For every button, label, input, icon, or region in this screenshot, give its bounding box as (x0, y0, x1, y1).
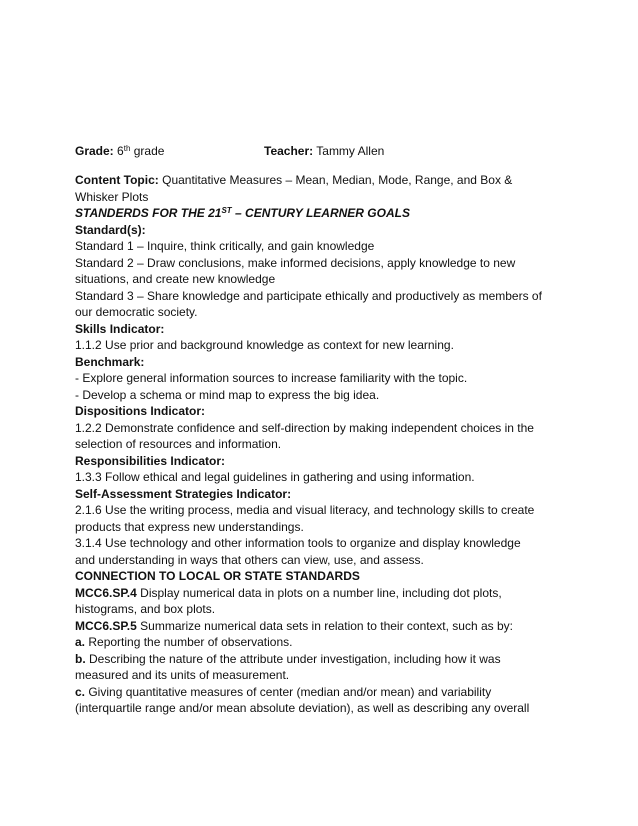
item-a (75, 634, 575, 651)
self-assessment-text-3: 3.1.4 Use technology and other information tools to organize and display knowledge (75, 536, 521, 550)
item-c-line-1 (75, 684, 575, 701)
dispositions-text-1: 1.2.2 Demonstrate confidence and self-direction by making independent choices in the (75, 420, 534, 435)
grade-sup: th (123, 144, 131, 153)
lesson-plan-content (75, 143, 575, 717)
standard-1: Standard 1 – Inquire, think critically, and gain knowledge (75, 239, 375, 253)
grade-label: Grade: (75, 144, 114, 158)
skills-indicator-text: 1.1.2 Use prior and background knowledge as context for new learning. (75, 338, 454, 352)
standards-heading-suffix: – CENTURY LEARNER GOALS (235, 206, 410, 220)
sp5-line-1 (75, 618, 575, 635)
sp4-line-2: histograms, and box plots. (75, 602, 216, 616)
self-assessment-text-4: and understanding in ways that others can view, use, and assess. (75, 552, 424, 567)
item-c-line-2: (interquartile range and/or mean absolute deviation), as well as describing any overall (75, 701, 530, 715)
teacher-field (264, 143, 384, 160)
standards-label: Standard(s): (75, 222, 146, 237)
item-a-text: Reporting the number of observations. (85, 635, 293, 649)
item-b-line-2: measured and its units of measurement. (75, 668, 290, 682)
standard-3-line-1: Standard 3 – Share knowledge and participate ethically and productively as members of (75, 288, 542, 303)
sp4-code: MCC6.SP.4 (75, 585, 137, 600)
benchmark-item-2: - Develop a schema or mind map to express the big idea. (75, 387, 380, 402)
standards-heading-sup: ST (221, 206, 232, 215)
item-c-code: c. (75, 684, 86, 699)
content-topic-text: Quantitative Measures – Mean, Median, Mode, Range, and Box & (162, 173, 513, 187)
sp4-line-1 (75, 585, 575, 602)
self-assessment-text-2: products that express new understandings. (75, 519, 304, 534)
dispositions-text-2: selection of resources and information. (75, 437, 282, 451)
standards-heading (75, 205, 575, 222)
benchmark-label: Benchmark: (75, 354, 145, 369)
benchmark-item-1: - Explore general information sources to increase familiarity with the topic. (75, 371, 468, 385)
content-topic-label: Content Topic: (75, 173, 159, 187)
content-topic-line-2: Whisker Plots (75, 189, 149, 204)
teacher-value: Tammy Allen (316, 144, 385, 158)
self-assessment-label: Self-Assessment Strategies Indicator: (75, 486, 292, 501)
grade-num: 6 (117, 144, 124, 158)
self-assessment-text-1: 2.1.6 Use the writing process, media and visual literacy, and technology skills to create (75, 503, 535, 517)
grade-teacher-row (75, 143, 575, 160)
item-b-code: b. (75, 651, 86, 666)
item-b-line-1 (75, 651, 575, 668)
sp5-text: Summarize numerical data sets in relation to their context, such as by: (136, 618, 513, 633)
responsibilities-text: 1.3.3 Follow ethical and legal guidelines in gathering and using information. (75, 470, 475, 484)
standard-2-line-2: situations, and create new knowledge (75, 272, 276, 286)
dispositions-indicator-label: Dispositions Indicator: (75, 404, 206, 418)
item-a-code: a. (75, 635, 86, 649)
skills-indicator-label: Skills Indicator: (75, 321, 165, 336)
connection-heading: CONNECTION TO LOCAL OR STATE STANDARDS (75, 569, 360, 583)
grade-word: grade (133, 144, 165, 158)
standards-heading-prefix: STANDERDS FOR THE 21 (75, 206, 222, 220)
grade-field (75, 144, 164, 158)
responsibilities-indicator-label: Responsibilities Indicator: (75, 453, 226, 468)
standard-3-line-2: our democratic society. (75, 305, 198, 319)
item-b-text: Describing the nature of the attribute under investigation, including how it was (85, 651, 501, 666)
item-c-text: Giving quantitative measures of center (median and/or mean) and variability (85, 684, 492, 699)
teacher-label: Teacher: (264, 144, 314, 158)
sp4-text: Display numerical data in plots on a number line, including dot plots, (136, 585, 502, 600)
spacer (75, 160, 575, 172)
standard-2-line-1: Standard 2 – Draw conclusions, make informed decisions, apply knowledge to new (75, 255, 516, 270)
sp5-code: MCC6.SP.5 (75, 618, 137, 633)
content-topic-line-1 (75, 172, 575, 189)
